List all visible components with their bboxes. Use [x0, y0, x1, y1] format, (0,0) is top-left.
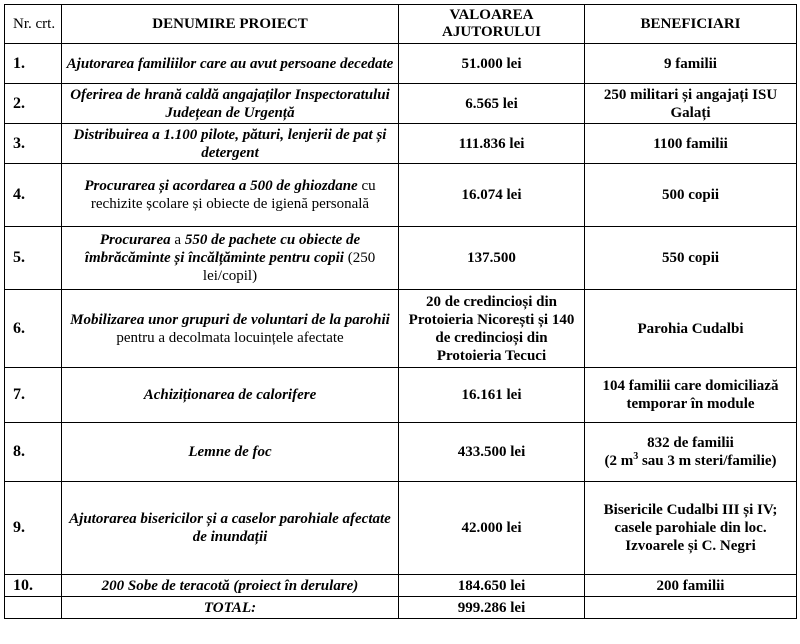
table-row — [5, 124, 797, 164]
project-name-part: Distribuirea a 1.100 pilote, pături, lenjerii de pat și detergent — [73, 126, 387, 161]
beneficiaries-line: 832 de familii — [647, 435, 734, 451]
beneficiaries: 9 familii — [585, 44, 797, 84]
header-value: VALOAREA AJUTORULUI — [399, 5, 585, 44]
project-name-part: 200 Sobe de teracotă (proiect în derulare) — [101, 577, 359, 594]
table-row — [5, 482, 797, 575]
project-name — [62, 164, 399, 227]
row-number: 3. — [5, 124, 62, 164]
project-name-part: Ajutorarea bisericilor și a caselor parohiale afectate de inundații — [69, 511, 391, 545]
beneficiaries — [585, 423, 797, 482]
beneficiaries: Parohia Cudalbi — [585, 290, 797, 368]
project-name-part: a — [170, 232, 185, 248]
project-name-part: cu rechizite școlare și obiecte de igienă personală — [90, 178, 376, 212]
aid-value: 433.500 lei — [399, 423, 585, 482]
total-row — [5, 597, 797, 619]
aid-value: 111.836 lei — [399, 124, 585, 164]
table-row — [5, 368, 797, 423]
row-number: 6. — [5, 290, 62, 368]
row-number: 9. — [5, 482, 62, 575]
table-row — [5, 290, 797, 368]
project-name-part: 550 de pachete cu obiecte de îmbrăcăminte și încălțăminte pentru copii — [84, 232, 361, 266]
table-row — [5, 84, 797, 124]
beneficiaries: 500 copii — [585, 164, 797, 227]
project-name — [62, 84, 399, 124]
beneficiaries: Bisericile Cudalbi III și IV; casele parohiale din loc. Izvoarele și C. Negri — [585, 482, 797, 575]
beneficiaries: 1100 familii — [585, 124, 797, 164]
row-number: 8. — [5, 423, 62, 482]
aid-value: 42.000 lei — [399, 482, 585, 575]
project-name — [62, 124, 399, 164]
superscript: 3 — [633, 451, 639, 462]
project-name-part: Mobilizarea unor grupuri de voluntari de la parohii — [70, 311, 390, 328]
aid-value: 16.074 lei — [399, 164, 585, 227]
beneficiaries-line: sau 3 m steri/familie) — [638, 453, 777, 469]
beneficiaries: 200 familii — [585, 575, 797, 597]
project-name-part: (250 lei/copil) — [202, 250, 376, 284]
total-value: 999.286 lei — [399, 597, 585, 619]
beneficiaries: 104 familii care domiciliază temporar în module — [585, 368, 797, 423]
project-name — [62, 482, 399, 575]
aid-value: 20 de credincioși din Protoieria Nicorești și 140 de credincioși din Protoieria Tecuci — [399, 290, 585, 368]
row-number: 2. — [5, 84, 62, 124]
header-row — [5, 5, 797, 44]
project-name — [62, 368, 399, 423]
total-nr-cell — [5, 597, 62, 619]
row-number: 7. — [5, 368, 62, 423]
project-name — [62, 227, 399, 290]
project-name-part: Ajutorarea familiilor care au avut persoane decedate — [66, 55, 394, 72]
beneficiaries: 250 militari și angajați ISU Galați — [585, 84, 797, 124]
beneficiaries-line: (2 m — [604, 453, 634, 469]
project-name-part: Lemne de foc — [188, 444, 272, 460]
table-row — [5, 423, 797, 482]
header-name: DENUMIRE PROIECT — [62, 5, 399, 44]
table-row — [5, 575, 797, 597]
project-name — [62, 575, 399, 597]
header-nr — [5, 5, 62, 44]
table-row — [5, 227, 797, 290]
aid-value: 184.650 lei — [399, 575, 585, 597]
project-name-part: pentru a decolmata locuințele afectate — [116, 329, 344, 346]
project-name-part: Achiziționarea de calorifere — [143, 387, 317, 403]
project-name-part: Procurarea — [99, 232, 171, 248]
row-number: 5. — [5, 227, 62, 290]
header-beneficiaries: BENEFICIARI — [585, 5, 797, 44]
header-nr-label: Nr. crt. — [13, 15, 56, 32]
aid-value: 51.000 lei — [399, 44, 585, 84]
row-number: 10. — [5, 575, 62, 597]
beneficiaries: 550 copii — [585, 227, 797, 290]
total-beneficiaries — [585, 597, 797, 619]
aid-value: 16.161 lei — [399, 368, 585, 423]
project-name — [62, 290, 399, 368]
aid-value: 6.565 lei — [399, 84, 585, 124]
total-label: TOTAL: — [62, 597, 399, 619]
table-row — [5, 164, 797, 227]
row-number: 1. — [5, 44, 62, 84]
table-row — [5, 44, 797, 84]
row-number: 4. — [5, 164, 62, 227]
project-name-part: Procurarea și acordarea a 500 de ghiozdane — [84, 178, 358, 194]
project-name — [62, 423, 399, 482]
project-name — [62, 44, 399, 84]
project-name-part: Oferirea de hrană caldă angajaților Inspectoratului Județean de Urgență — [70, 86, 390, 121]
projects-table — [4, 4, 797, 619]
aid-value: 137.500 — [399, 227, 585, 290]
